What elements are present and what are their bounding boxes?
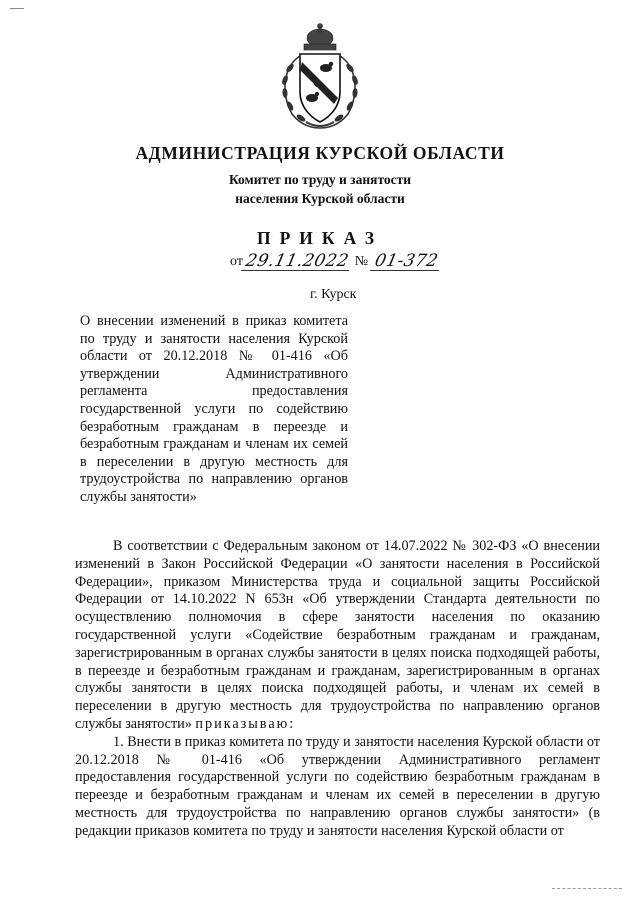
handwritten-date: 29.11.2022 (241, 252, 353, 271)
scan-artifact (10, 8, 24, 9)
preamble-paragraph (75, 538, 600, 734)
date-prefix: от (230, 254, 243, 269)
document-type: ПРИКАЗ (256, 228, 384, 248)
order-subject: О внесении изменений в приказ комитета по труду и занятости населения Курской области от 20.12.2018 № 01-416 «Об утверждении Административного регламента предоставления государственной услуги по содействию безработным гражданам в переезде и безработным гражданам и членам их семей в переселении в другую местность для трудоустройства по направлению органов службы занятости» (80, 313, 348, 505)
date-number-line (230, 252, 440, 271)
clause-1-paragraph: 1. Внести в приказ комитета по труду и занятости населения Курской области от 20.12.2018 № 01-416 «Об утверждении Административного регламент предоставления государственной услуги по содействию безработным гражданам в переезде и безработным гражданам и членам их семей в переселении в другую местность для трудоустройства по направлению органов службы занятости» (в редакции приказов комитета по труду и занятости населения Курской области от (75, 733, 600, 839)
order-body (75, 538, 600, 841)
scan-artifact (552, 888, 622, 890)
organization-title: АДМИНИСТРАЦИЯ КУРСКОЙ ОБЛАСТИ (135, 143, 505, 163)
preamble-text: В соответствии с Федеральным законом от 14.07.2022 № 302-ФЗ «О внесении изменений в Закон Российской Федерации «О занятости населения в Российской Федерации», приказом Министерства труда и социальной защиты Российской Федерации от 14.10.2022 N 653н «Об утверждении Стандарта деятельности по осуществлению полномочия в сфере занятости населения по оказанию государственной услуги «Содействие безработным гражданам и гражданам, зарегистрированным в органах службы занятости в целях поиска подходящей работы, в переезде и безработным гражданам и гражданам, зарегистрированным в органах службы занятости в целях поиска подходящей работы, и членам их семей в переселении в другую местность для трудоустройства по направлению органов службы занятости» (75, 538, 600, 732)
committee-line-1: Комитет по труду и занятости (228, 172, 412, 187)
committee-name (0, 170, 640, 208)
committee-line-2: населения Курской области (235, 191, 405, 206)
order-word: приказываю: (195, 715, 296, 732)
number-sign: № (354, 254, 369, 269)
city: г. Курск (310, 287, 357, 302)
kursk-coat-of-arms-icon (270, 22, 370, 132)
handwritten-number: 01-372 (370, 252, 443, 271)
